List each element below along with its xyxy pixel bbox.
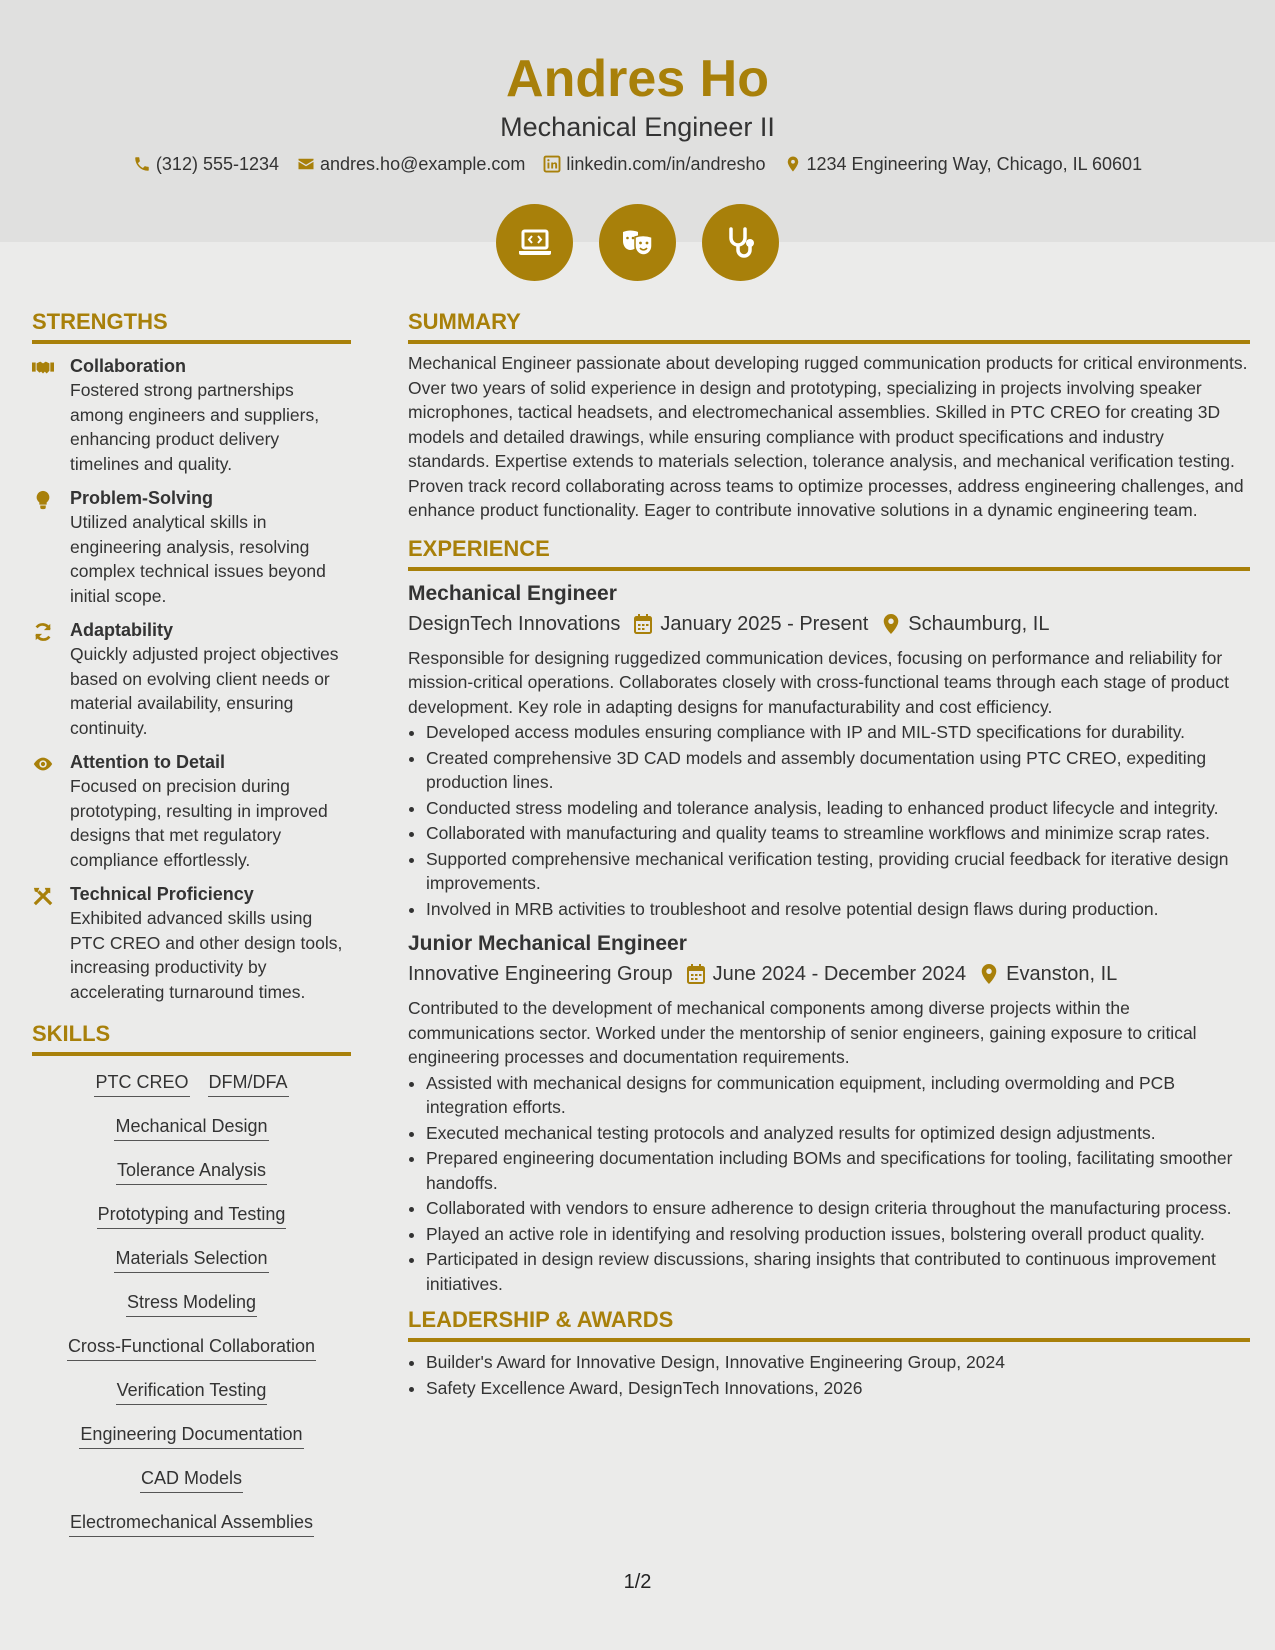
strength-desc: Exhibited advanced skills using PTC CREO and other design tools, increasing productivity by accelerating turnaround times. [70, 908, 343, 1002]
list-item: • Developed access modules ensuring compliance with IP and MIL-STD specifications for durability. [426, 720, 1250, 745]
strength-name: Technical Proficiency [70, 884, 254, 904]
strength-name: Collaboration [70, 356, 186, 376]
job-company: DesignTech Innovations [408, 612, 621, 635]
skill-tag: Prototyping and Testing [97, 1202, 287, 1229]
tools-icon [32, 886, 54, 906]
strength-item [32, 618, 351, 740]
job-entry [408, 930, 1250, 1296]
skill-tag: Mechanical Design [114, 1114, 268, 1141]
calendar-icon [687, 964, 705, 984]
contact-address [784, 151, 1143, 177]
list-item: • Participated in design review discussions, sharing insights that contributed to continuous improvement initiatives. [426, 1247, 1250, 1296]
list-item: • Safety Excellence Award, DesignTech Innovations, 2026 [426, 1376, 1250, 1401]
map-pin-icon [882, 614, 900, 634]
skill-tag: Engineering Documentation [79, 1422, 303, 1449]
masks-icon [599, 204, 676, 281]
address-text: 1234 Engineering Way, Chicago, IL 60601 [806, 154, 1143, 174]
job-description: Contributed to the development of mechanical components among diverse projects within the communications sector. Worked under the mentorship of senior engineers, gaining exposure to critical engineering processes and documentation requirements. [408, 998, 1197, 1067]
skills-heading: SKILLS [32, 1020, 351, 1056]
phone-icon [133, 155, 151, 173]
calendar-icon [634, 614, 652, 634]
strength-item [32, 354, 351, 476]
skill-tag: CAD Models [140, 1466, 243, 1493]
skills-list [32, 1070, 351, 1554]
contact-linkedin[interactable] [543, 151, 765, 177]
awards-heading: LEADERSHIP & AWARDS [408, 1306, 1250, 1342]
right-column [408, 308, 1250, 1401]
strengths-heading: STRENGTHS [32, 308, 351, 344]
job-location: Schaumburg, IL [908, 612, 1050, 635]
summary-text: Mechanical Engineer passionate about developing rugged communication products for critical environments. Over two years of solid experience in design and prototyping, specializing in projects involving speaker microphones, tactical headsets, and electromechanical assemblies. Skilled in PTC CREO for creating 3D models and detailed drawings, while ensuring compliance with product specifications and industry standards. Expertise extends to materials selection, tolerance analysis, and mechanical verification testing. Proven track record collaborating across teams to optimize processes, address engineering challenges, and enhance product functionality. Eager to contribute innovative solutions in a dynamic engineering team. [408, 353, 1248, 520]
sync-icon [32, 622, 54, 642]
list-item: • Assisted with mechanical designs for communication equipment, including overmolding and PCB integration efforts. [426, 1071, 1250, 1120]
laptop-code-icon [496, 204, 573, 281]
job-meta [408, 960, 1250, 988]
skill-tag: Materials Selection [114, 1246, 268, 1273]
contact-phone [133, 151, 279, 177]
job-role: Mechanical Engineer [408, 581, 617, 605]
strength-item [32, 882, 351, 1004]
list-item: • Created comprehensive 3D CAD models and assembly documentation using PTC CREO, expediting production lines. [426, 746, 1250, 795]
list-item: • Collaborated with manufacturing and quality teams to streamline workflows and minimize scrap rates. [426, 821, 1250, 846]
page-number: 1/2 [623, 1571, 652, 1593]
list-item: • Conducted stress modeling and tolerance analysis, leading to enhanced product lifecycle and integrity. [426, 796, 1250, 821]
job-bullets [408, 1071, 1250, 1297]
strength-item [32, 750, 351, 872]
candidate-name: Andres Ho [506, 50, 769, 108]
envelope-icon [297, 155, 315, 173]
strength-desc: Fostered strong partnerships among engineers and suppliers, enhancing product delivery timelines and quality. [70, 380, 320, 474]
job-role: Junior Mechanical Engineer [408, 932, 687, 955]
linkedin-icon [543, 155, 561, 173]
summary-heading: SUMMARY [408, 308, 1250, 344]
awards-list [408, 1350, 1250, 1400]
list-item: • Supported comprehensive mechanical verification testing, providing crucial feedback for iterative design improvements. [426, 847, 1250, 896]
skill-tag: Cross-Functional Collaboration [67, 1334, 316, 1361]
handshake-icon [32, 358, 54, 378]
skill-tag: Electromechanical Assemblies [69, 1510, 314, 1537]
left-column [32, 308, 351, 1554]
list-item: • Prepared engineering documentation including BOMs and specifications for tooling, facilitating smoother handoffs. [426, 1146, 1250, 1195]
job-description: Responsible for designing ruggedized communication devices, focusing on performance and reliability for mission-critical operations. Collaborates closely with cross-functional teams through each stage of product development. Key role in adapting designs for manufacturability and cost efficiency. [408, 647, 1229, 717]
email-text: andres.ho@example.com [320, 154, 526, 174]
skill-tag: Verification Testing [116, 1378, 268, 1405]
job-entry [408, 580, 1250, 922]
list-item: • Collaborated with vendors to ensure adherence to design criteria throughout the manufacturing process. [426, 1196, 1250, 1221]
stethoscope-icon [702, 204, 779, 281]
eye-icon [32, 754, 54, 774]
skill-tag: PTC CREO [94, 1070, 189, 1097]
experience-heading: EXPERIENCE [408, 535, 1250, 571]
strength-item [32, 486, 351, 608]
job-location: Evanston, IL [1006, 963, 1118, 985]
list-item: • Builder's Award for Innovative Design, Innovative Engineering Group, 2024 [426, 1350, 1250, 1375]
skill-tag: Tolerance Analysis [116, 1158, 267, 1185]
contact-email[interactable] [297, 151, 525, 177]
strength-name: Adaptability [70, 620, 174, 640]
phone-text: (312) 555-1234 [155, 154, 280, 174]
skill-tag: DFM/DFA [208, 1070, 289, 1097]
list-item: • Involved in MRB activities to troubleshoot and resolve potential design flaws during production. [426, 897, 1250, 922]
job-dates: January 2025 - Present [660, 612, 869, 635]
list-item: • Played an active role in identifying and resolving production issues, bolstering overall product quality. [426, 1222, 1250, 1247]
strength-desc: Focused on precision during prototyping, resulting in improved designs that met regulatory compliance effortlessly. [70, 776, 328, 870]
strength-name: Problem-Solving [70, 488, 214, 508]
contact-bar [0, 151, 1275, 177]
strength-desc: Quickly adjusted project objectives based on evolving client needs or material availability, ensuring continuity. [70, 644, 339, 738]
map-pin-icon [980, 964, 998, 984]
list-item: • Executed mechanical testing protocols and analyzed results for optimized design adjustments. [426, 1121, 1250, 1146]
job-title-header: Mechanical Engineer II [500, 112, 775, 142]
job-company: Innovative Engineering Group [408, 963, 673, 985]
skill-tag: Stress Modeling [126, 1290, 257, 1317]
strength-desc: Utilized analytical skills in engineering analysis, resolving complex technical issues beyond initial scope. [70, 512, 326, 606]
job-meta [408, 610, 1250, 638]
lightbulb-icon [32, 490, 54, 510]
job-bullets [408, 720, 1250, 921]
strength-name: Attention to Detail [70, 752, 225, 772]
job-dates: June 2024 - December 2024 [712, 963, 967, 985]
map-pin-icon [784, 155, 802, 173]
linkedin-text: linkedin.com/in/andresho [566, 154, 766, 174]
interest-icons [0, 204, 1275, 281]
